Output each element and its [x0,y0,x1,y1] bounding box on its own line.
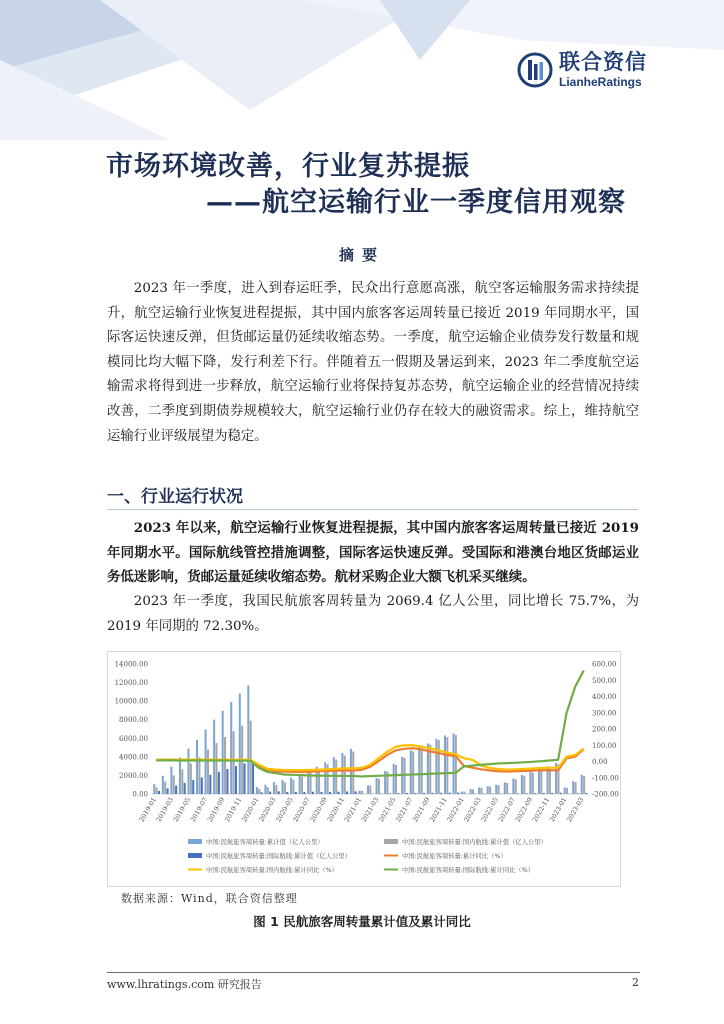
x-tick-label: 2019-03 [154,796,176,824]
bar [564,788,566,795]
bar [389,793,391,794]
bar [521,775,523,794]
figure-caption: 图 1 民航旅客周转量累计值及累计同比 [253,914,471,929]
body-paragraph: 2023 年一季度，我国民航旅客周转量为 2069.4 亿人公里，同比增长 75.7%，为 2019 年同期的 72.30%。 [107,594,639,634]
company-logo [517,52,647,88]
bar [378,779,380,794]
bar [250,721,252,794]
bar [258,789,260,794]
bar [290,778,292,794]
bar [461,791,463,794]
bar [358,791,360,794]
bar [286,792,288,794]
footer-website: www.lhratings.com 研究报告 [107,978,262,991]
legend-swatch [188,853,202,858]
bar [444,736,446,795]
bar [526,793,528,794]
y-right-tick-label: -100.00 [592,774,619,783]
bar [267,787,269,794]
y-left-tick-label: 2000.00 [119,771,148,780]
chart-container [107,651,621,887]
bar [184,783,186,794]
legend-swatch [384,839,398,844]
x-tick-label: 2020-09 [308,796,329,824]
bar [187,749,189,794]
bar [361,791,363,794]
bar [352,751,354,794]
bar [158,791,160,794]
bar [395,765,397,794]
bar [346,791,348,794]
bar [440,793,442,794]
bar [264,785,266,794]
bar [216,743,218,794]
bar [583,776,585,794]
bold-summary-paragraph: 2023 年以来，航空运输行业恢复进程提振，其中国内旅客客运周转量已接近 2019 年同期水平。国际航线管控措施调整，国际客运快速反弹。受国际和港澳台地区货邮运业务低迷影响，货邮运量延续收缩态势。航材采购企业大额飞机采买继续。 [107,520,639,586]
lianhe-logo-icon [517,52,553,88]
bar [532,773,534,794]
logo-cn-text: 联合资信 [559,50,647,74]
legend-label: 中国:民航旅客周转量:国际航线:累计值（亿人公里） [206,853,351,860]
bar [209,775,211,794]
bar [247,685,249,794]
abstract-heading: 摘要 [338,246,385,264]
legend-label: 中国:民航旅客周转量:国内航线:累计同比（%） [206,867,338,874]
x-tick-label: 2023-01 [547,796,569,824]
bar [179,758,181,794]
bar [156,788,158,795]
bar [190,763,192,794]
x-tick-label: 2022-11 [530,796,552,824]
bar [455,735,457,794]
bar [585,793,587,794]
bar [207,750,209,794]
bar [415,793,417,794]
bar [470,789,472,794]
bar [162,776,164,794]
bar [282,780,284,794]
bar [239,694,241,794]
bar [201,777,203,794]
legend-swatch [188,839,202,844]
x-tick-label: 2023-03 [565,796,586,824]
x-tick-label: 2019-01 [137,796,159,824]
bar [292,780,294,794]
x-tick-label: 2022-05 [479,796,500,824]
bar [367,785,369,794]
bar [509,793,511,794]
section-heading: 一、行业运行状况 [107,487,243,507]
x-tick-label: 2021-07 [394,796,415,824]
bar [581,775,583,794]
x-tick-label: 2022-03 [462,796,483,824]
x-tick-label: 2021-03 [359,796,381,824]
bar [252,761,254,794]
bar [551,793,553,794]
bar [481,788,483,794]
bar [318,769,320,794]
x-tick-label: 2021-09 [411,796,432,824]
bar [435,739,437,794]
bar [173,775,175,794]
y-right-tick-label: -200.00 [592,790,619,799]
y-left-tick-label: 14000.00 [114,660,148,669]
y-right-tick-label: 300.00 [592,709,617,718]
bar [224,737,226,794]
logo-en-text: LianheRatings [559,75,642,89]
y-left-tick-label: 8000.00 [119,716,148,725]
x-tick-label: 2020-11 [325,796,347,824]
bar [457,793,459,794]
bar [205,729,207,794]
bar [284,782,286,794]
bar [506,783,508,794]
x-tick-label: 2022-07 [496,796,518,824]
x-tick-label: 2021-05 [376,796,398,824]
y-left-tick-label: 4000.00 [119,753,148,762]
bar [299,775,301,795]
footer-divider [107,972,640,973]
bar [261,792,263,794]
passenger-turnover-chart [108,652,620,886]
bar [538,769,540,794]
bar [504,782,506,794]
bar [418,747,420,794]
bar [406,793,408,794]
y-right-tick-label: 0.00 [592,758,608,766]
bar [577,793,579,794]
y-left-tick-label: 6000.00 [119,734,148,743]
y-left-tick-label: 10000.00 [114,697,148,706]
bar [412,751,414,794]
bar [421,748,423,794]
bar [170,767,172,794]
bar [498,785,500,794]
bar [423,793,425,794]
bar [301,777,303,794]
bar [489,787,491,794]
y-right-tick-label: 500.00 [592,676,617,685]
x-tick-label: 2020-05 [274,796,295,824]
bar [543,793,545,794]
legend-label: 中国:民航旅客周转量:国内航线:累计值（亿人公里） [402,839,547,846]
bar [517,793,519,794]
bar [512,779,514,794]
bar [410,750,412,794]
bar [320,792,322,794]
bar [196,740,198,794]
bar [218,772,220,794]
bar [453,733,455,794]
bar [273,782,275,794]
series-line [156,671,583,777]
bar [478,787,480,794]
legend-label: 中国:民航旅客周转量:累计值（亿人公里） [206,839,324,846]
x-tick-label: 2019-05 [171,796,193,824]
x-tick-label: 2021-01 [342,796,364,824]
section-divider [107,509,638,510]
bar [575,782,577,794]
y-right-tick-label: 600.00 [592,660,617,669]
x-tick-label: 2019-07 [188,796,210,824]
bar [534,793,536,794]
bar [572,781,574,794]
bar [213,720,215,794]
bar [566,788,568,794]
bar [192,780,194,794]
bar [529,772,531,794]
legend-label: 中国:民航旅客周转量:累计同比（%） [402,853,507,860]
bar [312,792,314,794]
y-left-tick-label: 0.00 [132,790,148,799]
bar [449,793,451,794]
y-right-tick-label: 200.00 [592,725,617,734]
bar [341,753,343,794]
bar [376,778,378,794]
figure-source: 数据来源：Wind，联合资信整理 [121,892,298,905]
x-tick-label: 2020-03 [257,796,278,824]
bar [393,764,395,794]
bar [307,771,309,794]
bar [256,787,258,794]
bar [198,757,200,794]
bar [515,779,517,794]
y-left-tick-label: 12000.00 [114,679,148,688]
bar [275,785,277,794]
bar [153,784,155,794]
bar [278,791,280,794]
bar [235,766,237,794]
bar [269,792,271,794]
bar [369,786,371,794]
bar [164,782,166,794]
bar [463,792,465,794]
bar [487,786,489,794]
bar [226,769,228,794]
bar [432,793,434,794]
bar [560,793,562,794]
bar [495,785,497,794]
bar [244,763,246,794]
bar [329,792,331,794]
report-title-line1: 市场环境改善，行业复苏提振 [106,151,470,182]
bar [324,762,326,794]
y-right-tick-label: 400.00 [592,693,617,701]
bar [175,786,177,794]
x-tick-label: 2021-11 [428,796,449,824]
bar [295,792,297,794]
bar [472,789,474,794]
bar [181,769,183,794]
bar [222,711,224,794]
x-tick-label: 2022-01 [445,796,466,824]
bar [344,756,346,794]
bar [355,791,357,794]
bar [446,737,448,794]
x-tick-label: 2022-09 [513,796,535,824]
x-tick-label: 2019-11 [223,796,244,824]
abstract-paragraph: 2023 年一季度，进入到春运旺季，民众出行意愿高涨，航空客运输服务需求持续提升，航空运输行业恢复进程提振，其中国内旅客客运周转量已接近 2019 年同期水平，国际客运快速反弹，但货邮运量仍延续收缩态势。一季度，航空运输企业债券发行数量和规模同比均大幅下降，发行利差下行。伴随着五一假期及暑运到来，2023 年二季度航空运输需求将得到进一步释放，航空运输行业将保持复苏态势，航空运输企业的经营情况持续改善，二季度到期债券规模较大，航空运输行业仍存在较大的融资需求。综上，维持航空运输行业评级展望为稳定。 [107,281,639,444]
bar [438,740,440,794]
y-right-tick-label: 100.00 [592,741,617,750]
bar [167,788,169,794]
page-number: 2 [632,976,639,989]
x-tick-label: 2019-09 [205,796,227,824]
bar [233,731,235,794]
x-tick-label: 2020-01 [240,796,261,824]
bar [230,702,232,794]
bar [303,792,305,794]
legend-label: 中国:民航旅客周转量:国际航线:累计同比（%） [402,867,534,874]
bar [397,793,399,794]
x-tick-label: 2020-07 [291,796,312,824]
bar [338,792,340,794]
report-title-line2: ——航空运输行业一季度信用观察 [206,187,626,218]
bar [540,770,542,794]
bar [523,776,525,794]
